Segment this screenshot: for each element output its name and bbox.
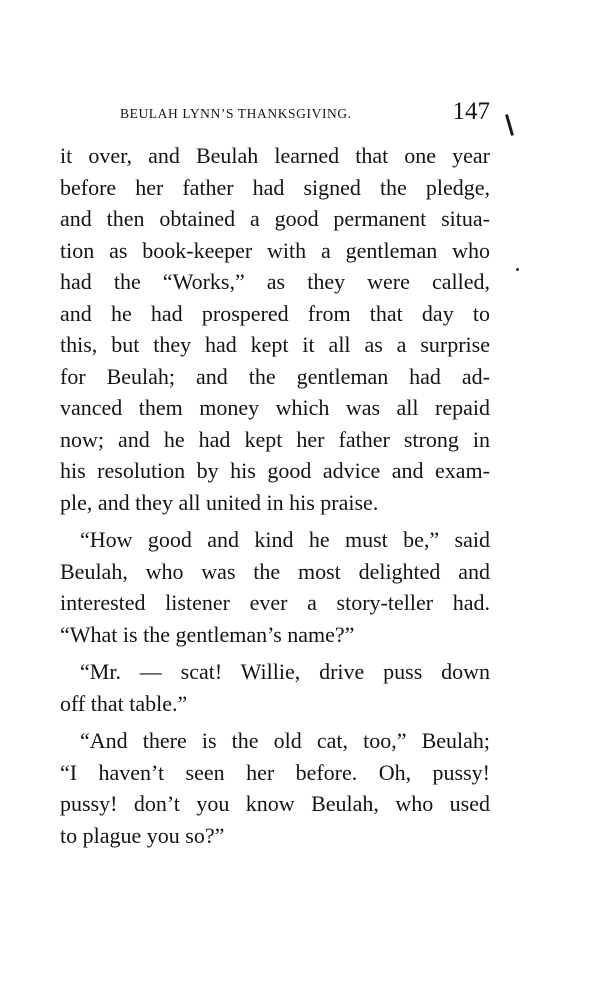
text-line: pussy! don’t you know Beulah, who used	[60, 791, 490, 816]
page-number: 147	[452, 98, 490, 125]
text-line: had the “Works,” as they were called,	[60, 269, 490, 294]
text-line: “And there is the old cat, too,” Beulah;	[80, 728, 490, 753]
text-line: for Beulah; and the gentleman had ad-	[60, 363, 490, 389]
text-line: this, but they had kept it all as a surprise	[60, 332, 490, 357]
text-line: “Mr. — scat! Willie, drive puss down	[80, 659, 490, 684]
text-line: ple, and they all united in his praise.	[60, 489, 379, 515]
text-line: “What is the gentleman’s name?”	[60, 621, 355, 647]
ink-mark	[505, 114, 514, 136]
text-line: Beulah, who was the most delighted and	[60, 558, 490, 584]
text-line: now; and he had kept her father strong in	[60, 426, 490, 452]
running-head	[120, 98, 490, 128]
text-line: it over, and Beulah learned that one year	[60, 143, 490, 168]
text-line: “I haven’t seen her before. Oh, pussy!	[60, 759, 490, 785]
text-line: tion as book-keeper with a gentleman who	[60, 237, 490, 263]
text-line: before her father had signed the pledge,	[60, 174, 490, 200]
text-line: his resolution by his good advice and exam-	[60, 458, 490, 483]
body-text	[60, 140, 490, 851]
text-line: and then obtained a good permanent situa-	[60, 206, 490, 231]
ink-speck	[516, 268, 519, 271]
text-line: to plague you so?”	[60, 822, 225, 848]
text-line: and he had prospered from that day to	[60, 300, 490, 326]
running-title: BEULAH LYNN’S THANKSGIVING.	[120, 106, 352, 121]
text-line: interested listener ever a story-teller had.	[60, 590, 490, 615]
text-line: off that table.”	[60, 690, 188, 716]
text-line: “How good and kind he must be,” said	[80, 527, 490, 552]
text-line: vanced them money which was all repaid	[60, 395, 490, 420]
